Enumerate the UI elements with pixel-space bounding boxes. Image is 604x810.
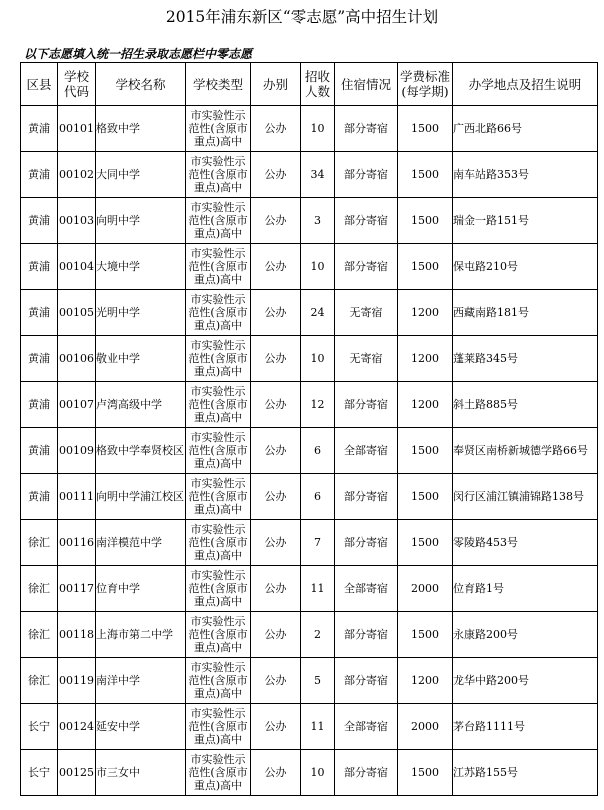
cell-ownership: 公办 [251, 290, 301, 336]
table-row [21, 290, 598, 336]
cell-fee: 1500 [398, 474, 453, 520]
cell-fee: 1200 [398, 658, 453, 704]
cell-housing: 部分寄宿 [335, 520, 398, 566]
cell-school-code: 00125 [58, 750, 96, 796]
table-row [21, 244, 598, 290]
cell-school-type: 市实验性示范性(含原市重点)高中 [186, 290, 251, 336]
cell-district: 黄浦 [21, 198, 58, 244]
cell-fee: 1200 [398, 336, 453, 382]
cell-fee: 2000 [398, 704, 453, 750]
cell-fee: 1500 [398, 750, 453, 796]
cell-fee: 1500 [398, 198, 453, 244]
cell-district: 徐汇 [21, 566, 58, 612]
cell-school-code: 00124 [58, 704, 96, 750]
cell-school-name: 敬业中学 [96, 336, 186, 382]
cell-quota: 3 [301, 198, 335, 244]
cell-school-code: 00105 [58, 290, 96, 336]
cell-school-type: 市实验性示范性(含原市重点)高中 [186, 152, 251, 198]
cell-fee: 1500 [398, 152, 453, 198]
cell-school-name: 南洋中学 [96, 658, 186, 704]
cell-ownership: 公办 [251, 428, 301, 474]
cell-address: 南车站路353号 [453, 152, 598, 198]
cell-school-type: 市实验性示范性(含原市重点)高中 [186, 704, 251, 750]
cell-housing: 全部寄宿 [335, 566, 398, 612]
table-header-row [21, 63, 598, 106]
table-row [21, 612, 598, 658]
cell-housing: 部分寄宿 [335, 612, 398, 658]
table-row [21, 152, 598, 198]
cell-quota: 2 [301, 612, 335, 658]
cell-school-type: 市实验性示范性(含原市重点)高中 [186, 106, 251, 152]
cell-school-name: 上海市第二中学 [96, 612, 186, 658]
table-row [21, 106, 598, 152]
cell-district: 徐汇 [21, 658, 58, 704]
cell-school-type: 市实验性示范性(含原市重点)高中 [186, 658, 251, 704]
cell-housing: 无寄宿 [335, 290, 398, 336]
cell-ownership: 公办 [251, 520, 301, 566]
cell-address: 广西北路66号 [453, 106, 598, 152]
cell-school-code: 00101 [58, 106, 96, 152]
cell-fee: 1200 [398, 290, 453, 336]
cell-ownership: 公办 [251, 152, 301, 198]
cell-fee: 2000 [398, 566, 453, 612]
cell-school-name: 向明中学浦江校区 [96, 474, 186, 520]
table-row [21, 382, 598, 428]
cell-school-type: 市实验性示范性(含原市重点)高中 [186, 520, 251, 566]
cell-school-name: 南洋模范中学 [96, 520, 186, 566]
cell-school-name: 市三女中 [96, 750, 186, 796]
cell-district: 长宁 [21, 750, 58, 796]
header-fee: 学费标准 (每学期) [398, 63, 453, 106]
cell-school-name: 大同中学 [96, 152, 186, 198]
cell-school-name: 卢湾高级中学 [96, 382, 186, 428]
cell-housing: 部分寄宿 [335, 198, 398, 244]
cell-school-name: 位育中学 [96, 566, 186, 612]
cell-housing: 部分寄宿 [335, 152, 398, 198]
cell-ownership: 公办 [251, 566, 301, 612]
cell-school-name: 延安中学 [96, 704, 186, 750]
cell-fee: 1500 [398, 244, 453, 290]
cell-school-type: 市实验性示范性(含原市重点)高中 [186, 474, 251, 520]
cell-address: 茅台路1111号 [453, 704, 598, 750]
cell-school-type: 市实验性示范性(含原市重点)高中 [186, 336, 251, 382]
cell-quota: 11 [301, 566, 335, 612]
cell-ownership: 公办 [251, 658, 301, 704]
cell-district: 黄浦 [21, 152, 58, 198]
cell-address: 奉贤区南桥新城德学路66号 [453, 428, 598, 474]
cell-quota: 34 [301, 152, 335, 198]
cell-fee: 1500 [398, 428, 453, 474]
table-row [21, 198, 598, 244]
cell-school-type: 市实验性示范性(含原市重点)高中 [186, 382, 251, 428]
cell-school-type: 市实验性示范性(含原市重点)高中 [186, 750, 251, 796]
cell-quota: 7 [301, 520, 335, 566]
instruction-note: 以下志愿填入统一招生录取志愿栏中零志愿 [24, 47, 253, 61]
cell-address: 闵行区浦江镇浦锦路138号 [453, 474, 598, 520]
header-address: 办学地点及招生说明 [453, 63, 598, 106]
cell-housing: 无寄宿 [335, 336, 398, 382]
cell-address: 永康路200号 [453, 612, 598, 658]
table-row [21, 658, 598, 704]
cell-quota: 6 [301, 428, 335, 474]
cell-school-code: 00117 [58, 566, 96, 612]
table-row [21, 428, 598, 474]
cell-ownership: 公办 [251, 336, 301, 382]
header-quota: 招收 人数 [301, 63, 335, 106]
cell-fee: 1500 [398, 520, 453, 566]
cell-school-code: 00109 [58, 428, 96, 474]
cell-school-name: 格致中学奉贤校区 [96, 428, 186, 474]
cell-address: 西藏南路181号 [453, 290, 598, 336]
cell-quota: 10 [301, 750, 335, 796]
cell-address: 瑞金一路151号 [453, 198, 598, 244]
cell-ownership: 公办 [251, 704, 301, 750]
table-row [21, 474, 598, 520]
cell-school-type: 市实验性示范性(含原市重点)高中 [186, 428, 251, 474]
cell-address: 江苏路155号 [453, 750, 598, 796]
cell-district: 徐汇 [21, 612, 58, 658]
cell-quota: 6 [301, 474, 335, 520]
cell-ownership: 公办 [251, 244, 301, 290]
cell-ownership: 公办 [251, 382, 301, 428]
cell-school-code: 00104 [58, 244, 96, 290]
cell-housing: 部分寄宿 [335, 106, 398, 152]
table-row [21, 520, 598, 566]
header-school-name: 学校名称 [96, 63, 186, 106]
cell-school-name: 向明中学 [96, 198, 186, 244]
cell-housing: 部分寄宿 [335, 750, 398, 796]
header-housing: 住宿情况 [335, 63, 398, 106]
cell-school-name: 大境中学 [96, 244, 186, 290]
header-ownership: 办别 [251, 63, 301, 106]
enrollment-plan-table [20, 62, 598, 796]
cell-address: 蓬莱路345号 [453, 336, 598, 382]
cell-school-code: 00119 [58, 658, 96, 704]
cell-housing: 部分寄宿 [335, 382, 398, 428]
cell-fee: 1200 [398, 382, 453, 428]
cell-fee: 1500 [398, 106, 453, 152]
cell-district: 黄浦 [21, 244, 58, 290]
header-school-code: 学校 代码 [58, 63, 96, 106]
cell-address: 龙华中路200号 [453, 658, 598, 704]
cell-housing: 部分寄宿 [335, 244, 398, 290]
page-title: 2015年浦东新区“零志愿”高中招生计划 [165, 8, 439, 26]
cell-school-code: 00106 [58, 336, 96, 382]
cell-school-name: 格致中学 [96, 106, 186, 152]
cell-district: 黄浦 [21, 382, 58, 428]
cell-housing: 全部寄宿 [335, 428, 398, 474]
cell-school-type: 市实验性示范性(含原市重点)高中 [186, 198, 251, 244]
cell-housing: 部分寄宿 [335, 658, 398, 704]
cell-ownership: 公办 [251, 750, 301, 796]
cell-address: 斜土路885号 [453, 382, 598, 428]
cell-school-code: 00103 [58, 198, 96, 244]
cell-quota: 12 [301, 382, 335, 428]
cell-school-code: 00102 [58, 152, 96, 198]
cell-quota: 5 [301, 658, 335, 704]
cell-school-name: 光明中学 [96, 290, 186, 336]
header-school-type: 学校类型 [186, 63, 251, 106]
cell-address: 位育路1号 [453, 566, 598, 612]
cell-quota: 10 [301, 336, 335, 382]
cell-housing: 全部寄宿 [335, 704, 398, 750]
cell-school-code: 00118 [58, 612, 96, 658]
cell-school-type: 市实验性示范性(含原市重点)高中 [186, 566, 251, 612]
cell-district: 黄浦 [21, 474, 58, 520]
cell-address: 保屯路210号 [453, 244, 598, 290]
cell-district: 黄浦 [21, 428, 58, 474]
cell-district: 黄浦 [21, 336, 58, 382]
cell-school-code: 00116 [58, 520, 96, 566]
cell-school-type: 市实验性示范性(含原市重点)高中 [186, 244, 251, 290]
cell-ownership: 公办 [251, 474, 301, 520]
cell-quota: 11 [301, 704, 335, 750]
cell-quota: 10 [301, 106, 335, 152]
cell-ownership: 公办 [251, 106, 301, 152]
cell-quota: 24 [301, 290, 335, 336]
header-district: 区县 [21, 63, 58, 106]
table-row [21, 704, 598, 750]
cell-district: 长宁 [21, 704, 58, 750]
cell-district: 黄浦 [21, 106, 58, 152]
table-row [21, 566, 598, 612]
cell-school-type: 市实验性示范性(含原市重点)高中 [186, 612, 251, 658]
cell-ownership: 公办 [251, 612, 301, 658]
cell-quota: 10 [301, 244, 335, 290]
cell-housing: 部分寄宿 [335, 474, 398, 520]
cell-ownership: 公办 [251, 198, 301, 244]
table-row [21, 750, 598, 796]
table-row [21, 336, 598, 382]
cell-address: 零陵路453号 [453, 520, 598, 566]
cell-district: 徐汇 [21, 520, 58, 566]
cell-fee: 1500 [398, 612, 453, 658]
cell-district: 黄浦 [21, 290, 58, 336]
cell-school-code: 00107 [58, 382, 96, 428]
cell-school-code: 00111 [58, 474, 96, 520]
